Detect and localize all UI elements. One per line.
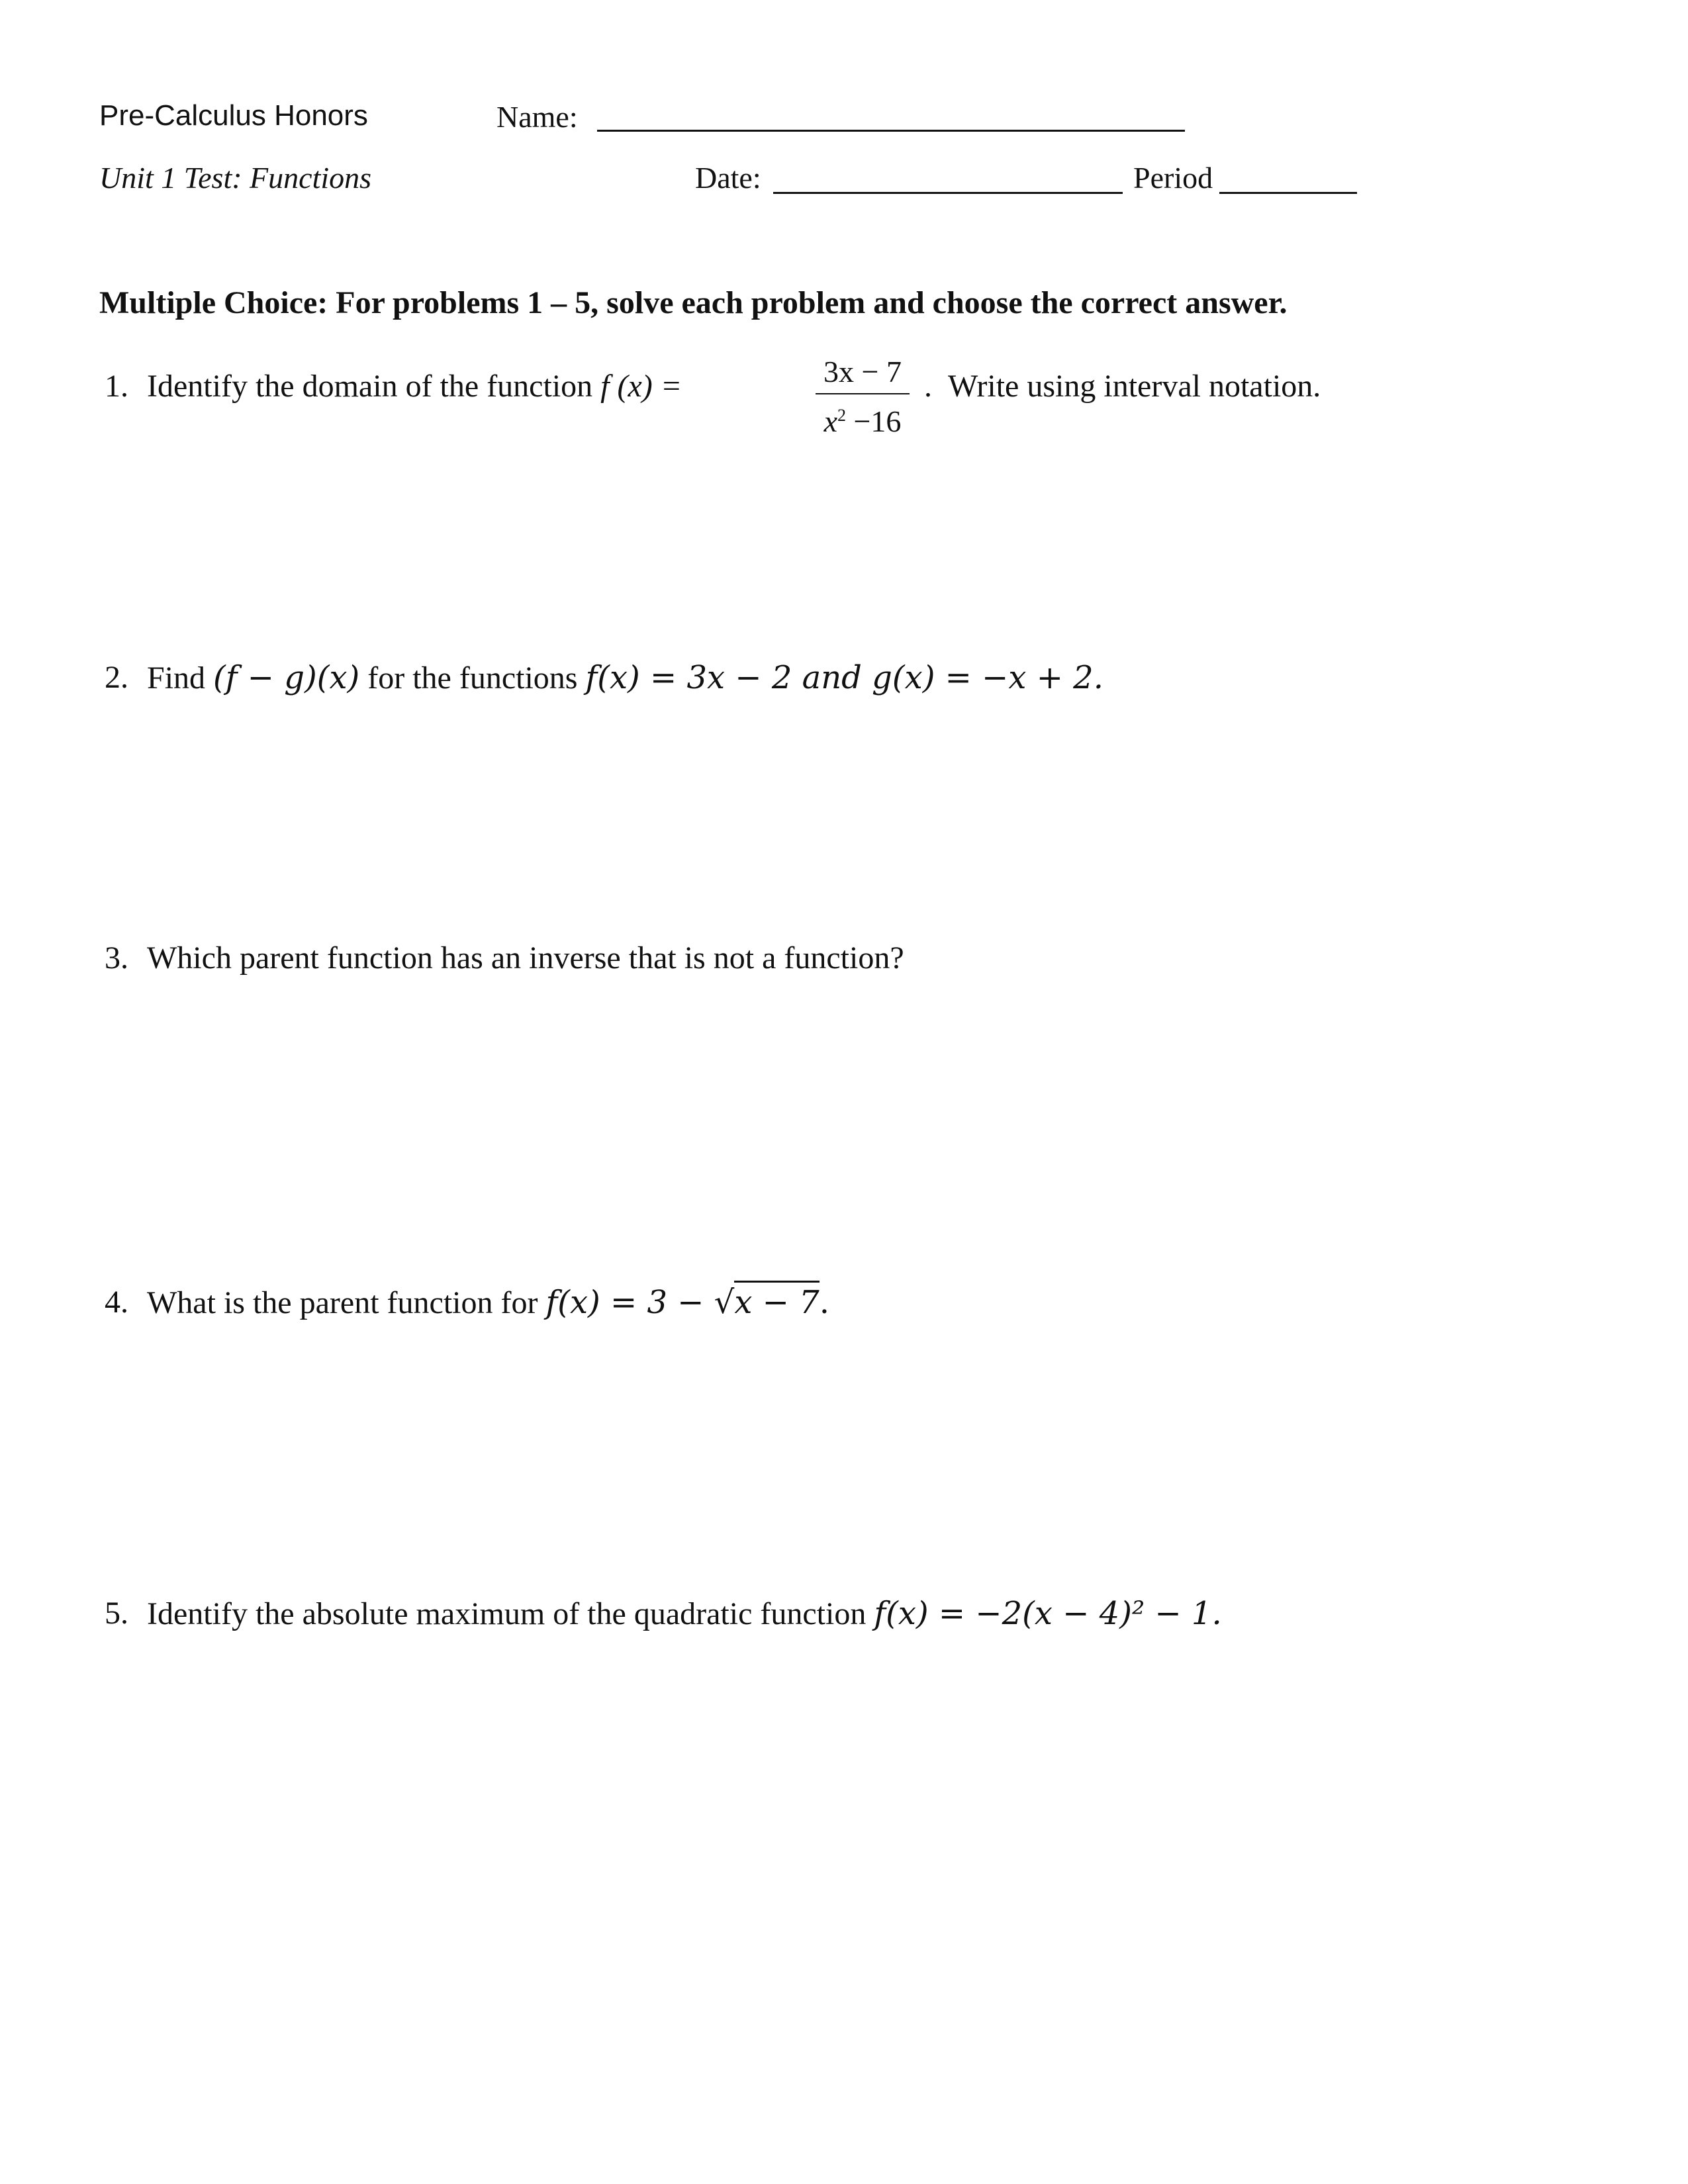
question-4 [147, 1284, 829, 1321]
fraction-denominator: $x^2 -16$ [823, 404, 902, 438]
unit-title: Unit 1 Test: Functions [99, 161, 372, 195]
question-3 [147, 940, 904, 976]
math-expression: f(x) = −2(x − 4)² − 1. [874, 1595, 1222, 1632]
question-text: What is the parent function for [147, 1285, 546, 1320]
question-5 [147, 1595, 1222, 1632]
radicand: x − 7 [734, 1281, 819, 1321]
question-number: 5. [105, 1596, 128, 1631]
question-number: 1. [105, 369, 128, 404]
fraction-bar [816, 393, 910, 394]
question-text: Identify the absolute maximum of the quadratic function [147, 1596, 874, 1631]
math-expression: f(x) = 3 − √ [545, 1284, 735, 1321]
question-text: Which parent function has an inverse that is not a function? [147, 940, 904, 976]
function-expression: f (x) = [600, 369, 682, 404]
instructions: Multiple Choice: For problems 1 – 5, solve each problem and choose the correct answer. [99, 285, 1288, 320]
question-text: for the functions [359, 660, 586, 696]
date-field[interactable] [773, 192, 1123, 194]
math-expression: (f − g)(x) [213, 659, 360, 696]
question-number: 2. [105, 660, 128, 695]
period-dot: . [924, 369, 932, 404]
period-field[interactable] [1219, 192, 1357, 194]
course-title: Pre-Calculus Honors [99, 99, 368, 132]
date-label: Date: [695, 161, 761, 195]
question-number: 4. [105, 1285, 128, 1320]
math-expression: f(x) = 3x − 2 and g(x) = −x + 2. [585, 659, 1103, 696]
period-dot: . [819, 1284, 829, 1321]
period-label: Period [1133, 161, 1213, 195]
question-number: 3. [105, 940, 128, 976]
fraction [813, 352, 912, 441]
fraction-numerator: 3x − 7 [823, 355, 902, 388]
name-label: Name: [496, 100, 578, 134]
question-text: Identify the domain of the function [147, 369, 601, 404]
question-1 [147, 368, 682, 404]
question-text: Write using interval notation. [948, 369, 1321, 404]
question-2 [147, 659, 1103, 696]
name-field[interactable] [597, 130, 1185, 132]
question-1-end [924, 368, 1321, 404]
question-text: Find [147, 660, 214, 696]
